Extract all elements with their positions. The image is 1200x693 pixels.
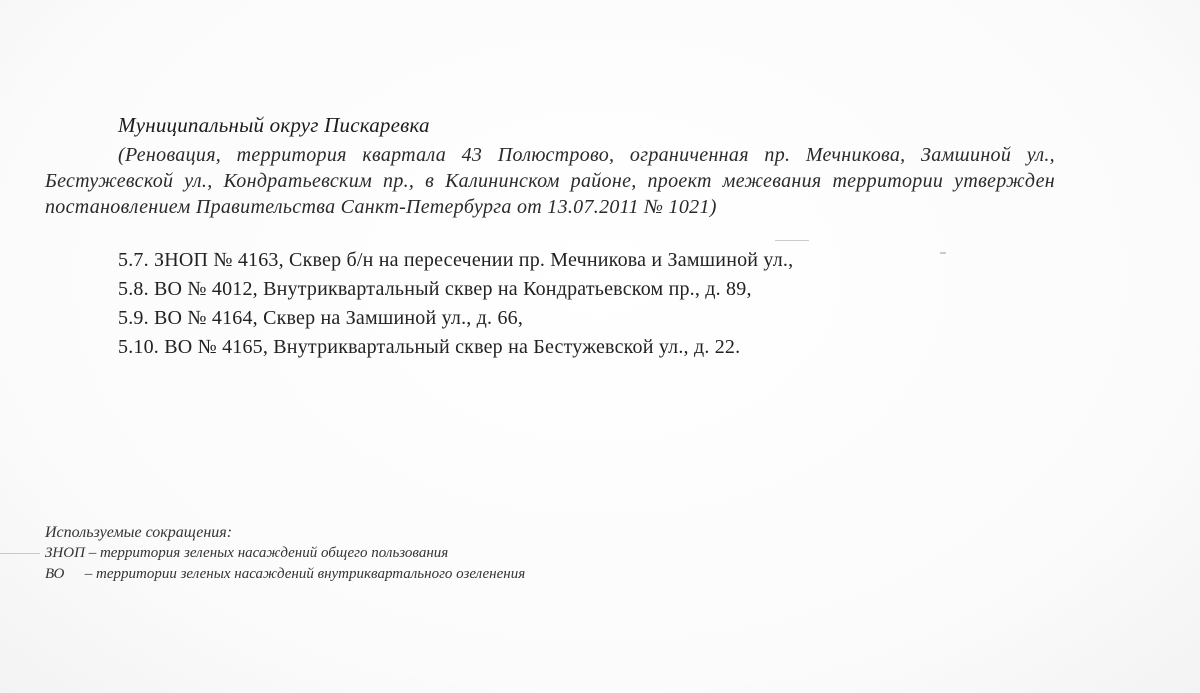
list-item: 5.10. ВО № 4165, Внутриквартальный сквер на Бестужевской ул., д. 22.: [118, 336, 741, 358]
list-item: 5.8. ВО № 4012, Внутриквартальный сквер на Кондратьевском пр., д. 89,: [118, 278, 752, 300]
scan-speck: [940, 252, 946, 254]
scan-speck: [775, 240, 809, 241]
abbreviations-block: [45, 522, 525, 585]
abbreviation-entry: [45, 564, 525, 585]
abbreviation-definition: территории зеленых насаждений внутриквартального озеленения: [96, 566, 526, 582]
list-item: 5.7. ЗНОП № 4163, Сквер б/н на пересечении пр. Мечникова и Замшиной ул.,: [118, 249, 794, 271]
abbreviation-separator: –: [81, 566, 96, 582]
abbreviation-entry: [45, 543, 525, 564]
district-heading: Муниципальный округ Пискаревка: [118, 113, 430, 137]
abbreviation-term: ЗНОП: [45, 545, 85, 561]
green-areas-list: [118, 246, 793, 362]
abbreviations-title: Используемые сокращения:: [45, 524, 233, 541]
scan-speck: [0, 553, 40, 554]
abbreviation-definition: территория зеленых насаждений общего пользования: [99, 545, 449, 561]
abbreviation-term: ВО: [45, 566, 65, 582]
renovation-description: (Реновация, территория квартала 43 Полюстрово, ограниченная пр. Мечникова, Замшиной ул., Бестужевской ул., Кондратьевским пр., в Калининском районе, проект межевания территории утвержден постановлением Правительства Санкт-Петербурга от 13.07.2011 № 1021): [45, 144, 1055, 218]
list-item: 5.9. ВО № 4164, Сквер на Замшиной ул., д. 66,: [118, 307, 524, 329]
abbreviation-separator: –: [84, 545, 100, 561]
